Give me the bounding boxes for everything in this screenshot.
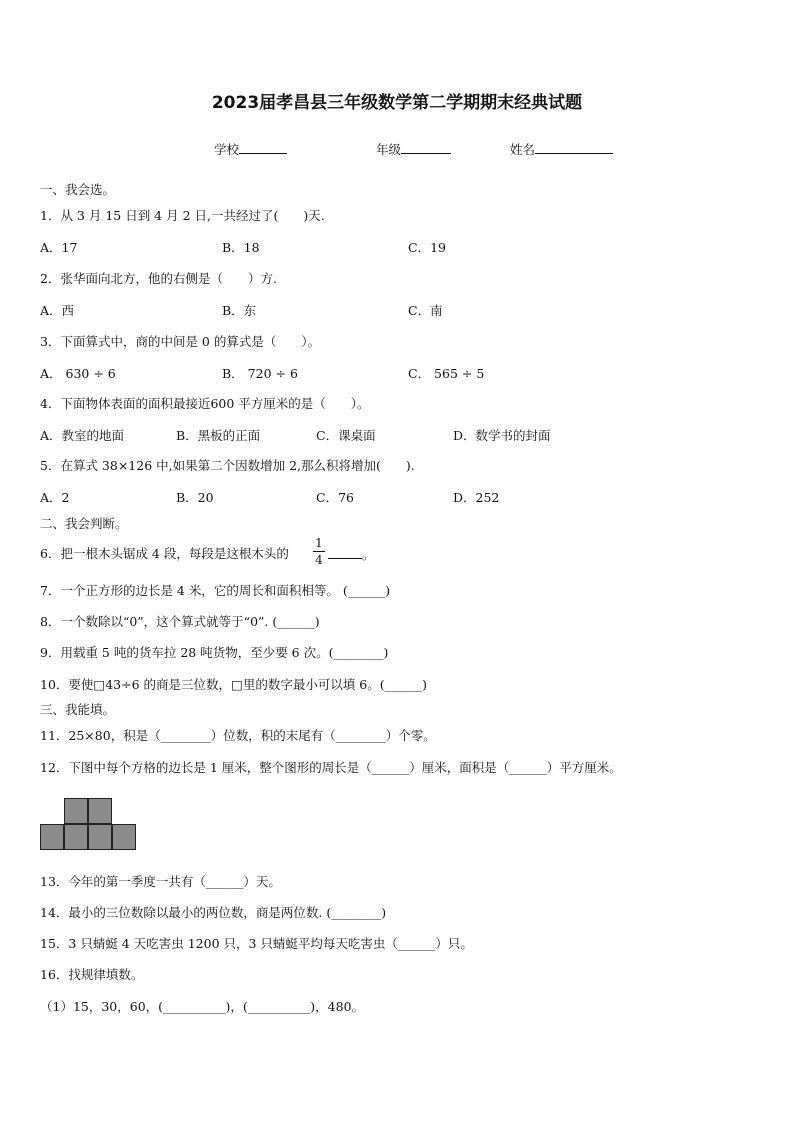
school-field[interactable] [214, 140, 287, 158]
q4-option-c[interactable]: C．课桌面 [316, 428, 376, 443]
q5-option-a[interactable]: A．2 [40, 490, 70, 505]
question-8: 8．一个数除以“0”，这个算式就等于“0”. (______) [40, 614, 320, 629]
school-label: 学校 [214, 142, 240, 157]
name-label: 姓名 [510, 142, 536, 157]
grade-field[interactable] [376, 140, 451, 158]
grid-square [88, 824, 112, 850]
grid-square [64, 824, 88, 850]
q1-option-a[interactable]: A．17 [40, 240, 78, 255]
school-blank[interactable] [239, 141, 287, 154]
grid-square [88, 798, 112, 824]
question-6: 6．把一根木头锯成 4 段，每段是这根木头的 [40, 546, 289, 561]
section-fill: 三、我能填。 [40, 702, 116, 717]
q1-option-c[interactable]: C．19 [408, 240, 446, 255]
grid-square [112, 824, 136, 850]
name-blank[interactable] [535, 141, 613, 154]
grid-square [40, 824, 64, 850]
fraction-bar [313, 551, 325, 552]
q3-option-a[interactable]: A． 630 ÷ 6 [40, 366, 116, 381]
question-12: 12．下图中每个方格的边长是 1 厘米，整个图形的周长是（______）厘米，面积是（______）平方厘米。 [40, 760, 622, 775]
q6-blank[interactable] [328, 546, 362, 559]
question-2: 2．张华面向北方，他的右侧是（ ）方. [40, 271, 277, 286]
q3-option-c[interactable]: C． 565 ÷ 5 [408, 366, 485, 381]
q6-period: 。 [362, 547, 375, 562]
fraction-denominator: 4 [315, 553, 323, 567]
section-choose: 一、我会选。 [40, 182, 116, 197]
question-16: 16．找规律填数。 [40, 967, 144, 982]
q5-option-c[interactable]: C．76 [316, 490, 354, 505]
q6-answer[interactable] [328, 546, 375, 563]
q4-option-d[interactable]: D．数学书的封面 [453, 428, 551, 443]
q2-option-a[interactable]: A．西 [40, 303, 75, 318]
q4-option-b[interactable]: B．黑板的正面 [176, 428, 261, 443]
question-16-part-1: （1）15，30，60，(__________)，(__________)，480。 [40, 999, 365, 1014]
question-3: 3．下面算式中，商的中间是 0 的算式是（ ）。 [40, 334, 321, 349]
grid-square [64, 798, 88, 824]
q4-option-a[interactable]: A．教室的地面 [40, 428, 125, 443]
question-1: 1．从 3 月 15 日到 4 月 2 日,一共经过了( )天. [40, 208, 325, 223]
question-4: 4．下面物体表面的面积最接近600 平方厘米的是（ ）。 [40, 396, 370, 411]
fraction-one-quarter [313, 536, 325, 567]
question-15: 15．3 只蜻蜓 4 天吃害虫 1200 只，3 只蜻蜓平均每天吃害虫（______）只。 [40, 936, 473, 951]
page-title: 2023届孝昌县三年级数学第二学期期末经典试题 [211, 93, 583, 113]
q5-option-b[interactable]: B．20 [176, 490, 214, 505]
q1-option-b[interactable]: B．18 [222, 240, 260, 255]
name-field[interactable] [510, 140, 613, 158]
question-10: 10．要使□43÷6 的商是三位数，□里的数字最小可以填 6。(______) [40, 677, 428, 692]
question-5: 5．在算式 38×126 中,如果第二个因数增加 2,那么积将增加( ). [40, 458, 415, 473]
q2-option-b[interactable]: B．东 [222, 303, 257, 318]
grade-label: 年级 [376, 142, 402, 157]
question-9: 9．用载重 5 吨的货车拉 28 吨货物，至少要 6 次。(________) [40, 645, 389, 660]
grade-blank[interactable] [401, 141, 451, 154]
question-11: 11．25×80，积是（________）位数，积的末尾有（________）个零。 [40, 728, 436, 743]
section-judge: 二、我会判断。 [40, 516, 128, 531]
fraction-numerator: 1 [315, 536, 323, 550]
q5-option-d[interactable]: D．252 [453, 490, 500, 505]
q3-option-b[interactable]: B． 720 ÷ 6 [222, 366, 298, 381]
question-13: 13．今年的第一季度一共有（______）天。 [40, 874, 281, 889]
q2-option-c[interactable]: C．南 [408, 303, 443, 318]
question-14: 14．最小的三位数除以最小的两位数，商是两位数. (________) [40, 905, 387, 920]
question-7: 7．一个正方形的边长是 4 米，它的周长和面积相等。 (______) [40, 583, 391, 598]
